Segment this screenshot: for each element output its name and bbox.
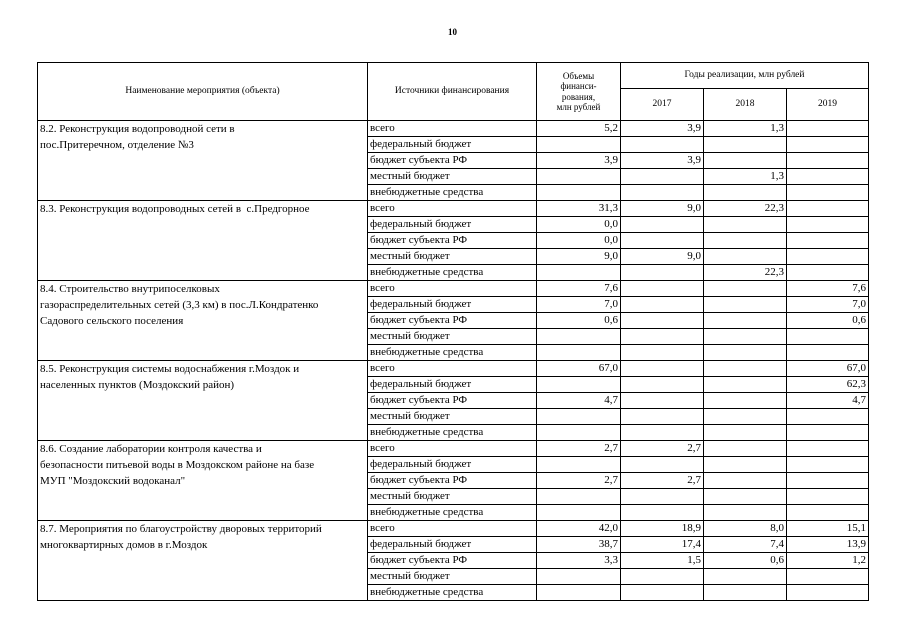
year-2017-cell (621, 281, 704, 297)
year-2017-cell (621, 217, 704, 233)
source-cell: бюджет субъекта РФ (368, 233, 537, 249)
year-2018-cell (704, 489, 787, 505)
year-2019-cell (787, 121, 869, 137)
source-cell: федеральный бюджет (368, 137, 537, 153)
source-cell: бюджет субъекта РФ (368, 313, 537, 329)
year-2018-cell (704, 297, 787, 313)
year-2018-cell (704, 329, 787, 345)
year-2019-cell: 67,0 (787, 361, 869, 377)
section-name: 8.5. Реконструкция системы водоснабжения г.Моздок и населенных пунктов (Моздокский район) (38, 361, 368, 441)
year-2019-cell (787, 201, 869, 217)
section-name: 8.4. Строительство внутрипоселковых газораспределительных сетей (3,3 км) в пос.Л.Кондратенко Садового сельского поселения (38, 281, 368, 361)
year-2018-cell (704, 569, 787, 585)
source-cell: всего (368, 441, 537, 457)
volume-cell (537, 329, 621, 345)
year-2019-cell (787, 505, 869, 521)
volume-cell: 0,0 (537, 217, 621, 233)
year-2019-cell: 13,9 (787, 537, 869, 553)
year-2017-cell (621, 233, 704, 249)
table-row (38, 361, 869, 377)
source-cell: внебюджетные средства (368, 425, 537, 441)
year-2018-cell (704, 457, 787, 473)
year-2018-cell: 7,4 (704, 537, 787, 553)
year-2019-cell (787, 137, 869, 153)
table-row (38, 121, 869, 137)
year-2018-cell (704, 313, 787, 329)
volume-cell: 38,7 (537, 537, 621, 553)
source-cell: бюджет субъекта РФ (368, 473, 537, 489)
source-cell: бюджет субъекта РФ (368, 553, 537, 569)
year-2017-cell (621, 137, 704, 153)
year-2018-cell (704, 473, 787, 489)
year-2017-cell (621, 313, 704, 329)
financing-table (37, 62, 869, 601)
year-2019-cell (787, 457, 869, 473)
year-2017-cell (621, 265, 704, 281)
year-2017-cell (621, 569, 704, 585)
volume-cell (537, 585, 621, 601)
year-2017-cell (621, 169, 704, 185)
volume-cell: 7,6 (537, 281, 621, 297)
year-2018-cell (704, 233, 787, 249)
year-2019-cell (787, 473, 869, 489)
source-cell: всего (368, 281, 537, 297)
year-2019-cell (787, 585, 869, 601)
year-2017-cell (621, 425, 704, 441)
year-2018-cell (704, 393, 787, 409)
year-2019-cell (787, 329, 869, 345)
year-2017-cell: 2,7 (621, 441, 704, 457)
year-2017-cell (621, 185, 704, 201)
year-2019-cell: 7,0 (787, 297, 869, 313)
volume-cell (537, 185, 621, 201)
volume-cell: 42,0 (537, 521, 621, 537)
year-2019-cell (787, 409, 869, 425)
section-name: 8.6. Создание лаборатории контроля качества и безопасности питьевой воды в Моздокском районе на базе МУП "Моздокский водоканал" (38, 441, 368, 521)
volume-cell: 2,7 (537, 441, 621, 457)
volume-cell: 31,3 (537, 201, 621, 217)
year-2019-cell (787, 489, 869, 505)
source-cell: федеральный бюджет (368, 537, 537, 553)
header-years-group: Годы реализации, млн рублей (621, 63, 869, 89)
header-name: Наименование мероприятия (объекта) (38, 63, 368, 121)
year-2018-cell (704, 281, 787, 297)
section-name: 8.2. Реконструкция водопроводной сети в пос.Притеречном, отделение №3 (38, 121, 368, 201)
year-2018-cell (704, 441, 787, 457)
year-2018-cell: 22,3 (704, 265, 787, 281)
year-2017-cell (621, 505, 704, 521)
source-cell: федеральный бюджет (368, 457, 537, 473)
page-number: 10 (448, 27, 457, 37)
volume-cell: 3,3 (537, 553, 621, 569)
source-cell: федеральный бюджет (368, 377, 537, 393)
volume-cell: 4,7 (537, 393, 621, 409)
header-volume: Объемы финанси- рования, млн рублей (537, 63, 621, 121)
year-2019-cell: 1,2 (787, 553, 869, 569)
year-2017-cell: 1,5 (621, 553, 704, 569)
header-year-2019: 2019 (787, 89, 869, 121)
volume-cell (537, 489, 621, 505)
volume-cell (537, 265, 621, 281)
volume-cell (537, 169, 621, 185)
source-cell: всего (368, 361, 537, 377)
year-2018-cell (704, 377, 787, 393)
year-2017-cell: 17,4 (621, 537, 704, 553)
source-cell: местный бюджет (368, 409, 537, 425)
volume-cell: 0,6 (537, 313, 621, 329)
year-2019-cell: 4,7 (787, 393, 869, 409)
year-2018-cell (704, 137, 787, 153)
volume-cell: 5,2 (537, 121, 621, 137)
volume-cell (537, 345, 621, 361)
year-2018-cell: 8,0 (704, 521, 787, 537)
year-2017-cell: 9,0 (621, 201, 704, 217)
volume-cell (537, 425, 621, 441)
year-2017-cell (621, 345, 704, 361)
volume-cell: 2,7 (537, 473, 621, 489)
source-cell: внебюджетные средства (368, 345, 537, 361)
source-cell: всего (368, 521, 537, 537)
table-row (38, 281, 869, 297)
year-2019-cell (787, 185, 869, 201)
year-2019-cell (787, 441, 869, 457)
table-row (38, 441, 869, 457)
source-cell: бюджет субъекта РФ (368, 153, 537, 169)
year-2017-cell (621, 297, 704, 313)
year-2018-cell (704, 505, 787, 521)
source-cell: местный бюджет (368, 489, 537, 505)
year-2017-cell (621, 585, 704, 601)
year-2018-cell: 22,3 (704, 201, 787, 217)
year-2019-cell (787, 265, 869, 281)
header-year-2018: 2018 (704, 89, 787, 121)
source-cell: федеральный бюджет (368, 217, 537, 233)
volume-cell (537, 569, 621, 585)
source-cell: всего (368, 121, 537, 137)
source-cell: внебюджетные средства (368, 505, 537, 521)
year-2019-cell: 62,3 (787, 377, 869, 393)
source-cell: внебюджетные средства (368, 585, 537, 601)
volume-cell (537, 505, 621, 521)
table-header (38, 63, 869, 121)
source-cell: всего (368, 201, 537, 217)
volume-cell (537, 457, 621, 473)
year-2017-cell (621, 361, 704, 377)
volume-cell (537, 409, 621, 425)
volume-cell: 7,0 (537, 297, 621, 313)
source-cell: местный бюджет (368, 329, 537, 345)
volume-cell: 3,9 (537, 153, 621, 169)
year-2017-cell (621, 489, 704, 505)
year-2018-cell (704, 345, 787, 361)
year-2019-cell (787, 217, 869, 233)
year-2017-cell: 18,9 (621, 521, 704, 537)
year-2019-cell (787, 169, 869, 185)
year-2019-cell (787, 569, 869, 585)
header-row (38, 63, 869, 89)
source-cell: бюджет субъекта РФ (368, 393, 537, 409)
source-cell: местный бюджет (368, 249, 537, 265)
year-2017-cell (621, 329, 704, 345)
year-2018-cell (704, 409, 787, 425)
year-2018-cell (704, 249, 787, 265)
year-2017-cell: 3,9 (621, 153, 704, 169)
source-cell: внебюджетные средства (368, 265, 537, 281)
volume-cell (537, 137, 621, 153)
year-2017-cell (621, 409, 704, 425)
year-2019-cell (787, 233, 869, 249)
volume-cell: 0,0 (537, 233, 621, 249)
year-2018-cell (704, 153, 787, 169)
year-2019-cell (787, 345, 869, 361)
year-2018-cell (704, 425, 787, 441)
table-body (38, 121, 869, 601)
year-2018-cell (704, 585, 787, 601)
year-2018-cell: 1,3 (704, 169, 787, 185)
section-name: 8.7. Мероприятия по благоустройству дворовых территорий многоквартирных домов в г.Моздок (38, 521, 368, 601)
table-row (38, 201, 869, 217)
volume-cell: 67,0 (537, 361, 621, 377)
year-2019-cell (787, 249, 869, 265)
year-2017-cell: 2,7 (621, 473, 704, 489)
section-name: 8.3. Реконструкция водопроводных сетей в с.Предгорное (38, 201, 368, 281)
year-2018-cell: 1,3 (704, 121, 787, 137)
source-cell: федеральный бюджет (368, 297, 537, 313)
source-cell: внебюджетные средства (368, 185, 537, 201)
year-2018-cell (704, 217, 787, 233)
table-row (38, 521, 869, 537)
year-2019-cell: 15,1 (787, 521, 869, 537)
year-2017-cell (621, 377, 704, 393)
year-2017-cell (621, 393, 704, 409)
header-year-2017: 2017 (621, 89, 704, 121)
year-2017-cell: 3,9 (621, 121, 704, 137)
source-cell: местный бюджет (368, 169, 537, 185)
year-2019-cell (787, 425, 869, 441)
year-2018-cell: 0,6 (704, 553, 787, 569)
year-2019-cell: 7,6 (787, 281, 869, 297)
source-cell: местный бюджет (368, 569, 537, 585)
year-2019-cell (787, 153, 869, 169)
volume-cell (537, 377, 621, 393)
year-2019-cell: 0,6 (787, 313, 869, 329)
year-2017-cell (621, 457, 704, 473)
header-source: Источники финансирования (368, 63, 537, 121)
year-2018-cell (704, 361, 787, 377)
year-2018-cell (704, 185, 787, 201)
year-2017-cell: 9,0 (621, 249, 704, 265)
volume-cell: 9,0 (537, 249, 621, 265)
